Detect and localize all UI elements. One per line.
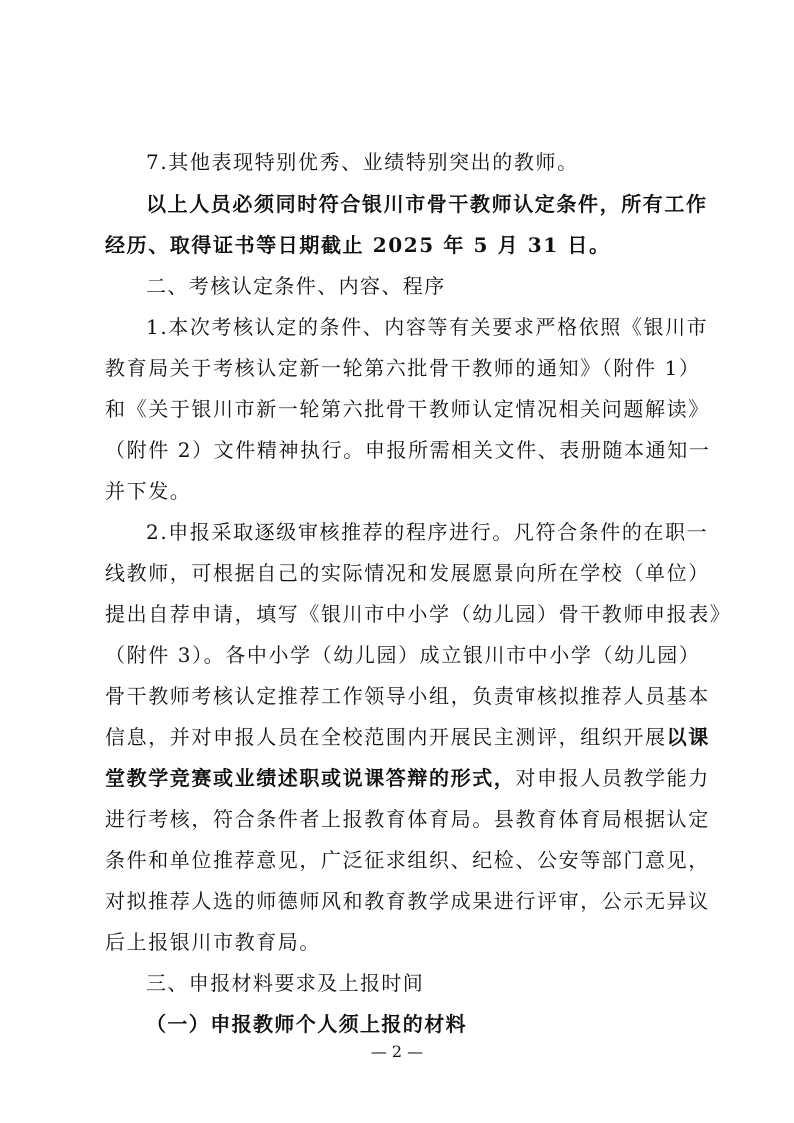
requirement-bold-line-1: 以上人员必须同时符合银川市骨干教师认定条件，所有工作 xyxy=(146,192,708,216)
paragraph-2-line-6-text: 信息，并对申报人员在全校范围内开展民主测评，组织开展 xyxy=(105,725,667,749)
paragraph-2-line-7-bold: 堂教学竞赛或业绩述职或说课答辩的形式， xyxy=(105,766,516,790)
section-2-heading: 二、考核认定条件、内容、程序 xyxy=(146,274,446,298)
requirement-bold-line-2: 经历、取得证书等日期截止 2025 年 5 月 31 日。 xyxy=(105,233,611,257)
paragraph-2-line-10: 对拟推荐人选的师德师风和教育教学成果进行评审，公示无异议 xyxy=(105,889,710,913)
paragraph-1-line-5: 并下发。 xyxy=(105,479,192,503)
paragraph-2-line-6 xyxy=(105,723,710,751)
page-number: — 2 — xyxy=(370,1042,424,1061)
paragraph-1-line-2: 教育局关于考核认定新一轮第六批骨干教师的通知》（附件 1） xyxy=(105,356,701,380)
section-3-heading: 三、申报材料要求及上报时间 xyxy=(146,971,425,995)
paragraph-2-line-8: 进行考核，符合条件者上报教育体育局。县教育体育局根据认定 xyxy=(105,807,710,831)
paragraph-2-line-7 xyxy=(105,764,710,792)
paragraph-2-line-11: 后上报银川市教育局。 xyxy=(105,930,321,954)
paragraph-2-line-6-bold: 以课 xyxy=(666,725,710,749)
paragraph-2-line-7-text: 对申报人员教学能力 xyxy=(515,766,710,790)
paragraph-1-line-4: （附件 2）文件精神执行。申报所需相关文件、表册随本通知一 xyxy=(105,438,711,462)
paragraph-2-line-5: 骨干教师考核认定推荐工作领导小组，负责审核拟推荐人员基本 xyxy=(105,684,710,708)
paragraph-2-line-4: （附件 3）。各中小学（幼儿园）成立银川市中小学（幼儿园） xyxy=(105,643,701,667)
paragraph-1-line-3: 和《关于银川市新一轮第六批骨干教师认定情况相关问题解读》 xyxy=(105,397,710,421)
paragraph-2-line-1: 2.申报采取逐级审核推荐的程序进行。凡符合条件的在职一 xyxy=(146,520,709,544)
paragraph-2-line-9: 条件和单位推荐意见，广泛征求组织、纪检、公安等部门意见， xyxy=(105,848,710,872)
paragraph-1-line-1: 1.本次考核认定的条件、内容等有关要求严格依照《银川市 xyxy=(146,315,709,339)
item-7-text: 7.其他表现特别优秀、业绩特别突出的教师。 xyxy=(146,150,579,174)
paragraph-2-line-2: 线教师，可根据自己的实际情况和发展愿景向所在学校（单位） xyxy=(105,561,710,585)
subsection-1-heading: （一）申报教师个人须上报的材料 xyxy=(146,1012,467,1036)
paragraph-2-line-3: 提出自荐申请，填写《银川市中小学（幼儿园）骨干教师申报表》 xyxy=(105,602,732,626)
